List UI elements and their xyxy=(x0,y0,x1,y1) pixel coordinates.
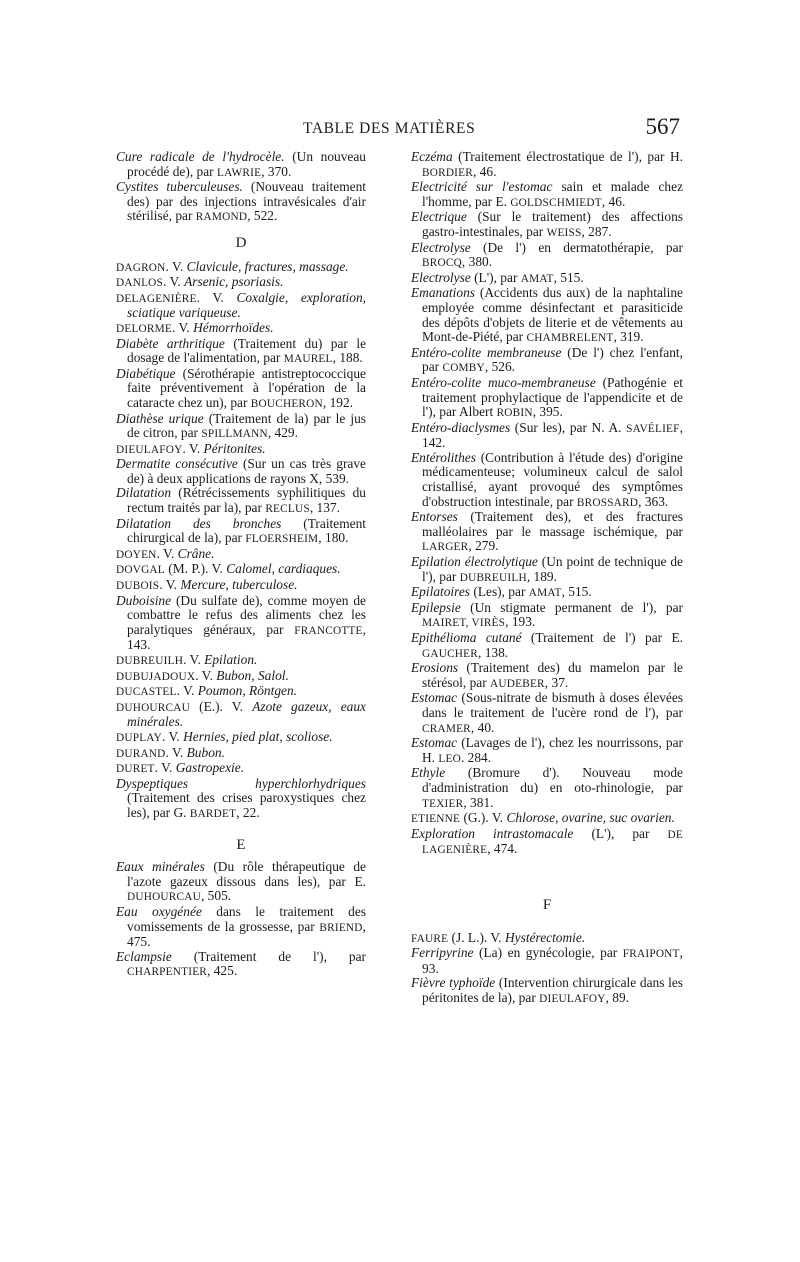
entry-term: Fièvre typhoïde xyxy=(411,975,496,991)
entry-author: DANLOS xyxy=(116,277,164,290)
entry-text: . V. xyxy=(156,545,178,561)
entry-author: DURAND xyxy=(116,747,166,760)
entry-author: DE LAGENIÈRE xyxy=(422,828,683,857)
index-entry xyxy=(116,860,366,905)
running-title: TABLE DES MATIÈRES xyxy=(303,120,476,137)
entry-author: TEXIER xyxy=(422,797,464,810)
entry-author: DOVGAL xyxy=(116,564,165,577)
index-entry xyxy=(411,451,683,510)
entry-text: (Rétrécissements syphilitiques du rectum traités par la), par xyxy=(127,485,366,516)
entry-author: DUBUJADOUX xyxy=(116,670,196,683)
entry-text: (Lavages de l'), chez les nourrissons, par H. xyxy=(422,735,683,765)
entry-text: . V. xyxy=(196,289,237,305)
index-entry xyxy=(116,777,366,822)
entry-author: FAURE xyxy=(411,932,449,945)
entry-page-ref: , 143. xyxy=(127,621,366,653)
entry-term: Electricité sur l'estomac xyxy=(411,179,553,195)
entry-author: DUHOURCAU xyxy=(127,891,201,904)
entry-text: . V. xyxy=(161,728,184,744)
entry-author: WEISS xyxy=(546,226,582,239)
entry-term: Estomac xyxy=(411,735,458,751)
entry-term: Mercure, tuberculose. xyxy=(180,577,298,593)
entry-text: (Sérothérapie antistreptococcique faite préventivement à l'opération de la cataracte chez un), par xyxy=(127,365,366,410)
index-entry xyxy=(116,578,366,594)
entry-term: Eau oxygénée xyxy=(116,903,202,919)
index-entry xyxy=(116,180,366,225)
entry-page-ref: , 188. xyxy=(332,350,363,366)
index-entry xyxy=(116,684,366,700)
entry-author: DUBREUILH xyxy=(459,571,527,584)
entry-term: Dermatite consécutive xyxy=(116,456,238,472)
section-letter: F xyxy=(542,896,552,913)
index-entry xyxy=(411,510,683,555)
entry-page-ref: , 142. xyxy=(422,419,683,451)
entry-author: BORDIER xyxy=(422,166,473,179)
index-entry xyxy=(116,669,366,685)
entry-term: Erosions xyxy=(411,660,459,676)
index-entry xyxy=(116,761,366,777)
entry-text: (L'), par xyxy=(470,269,521,285)
index-entry xyxy=(116,730,366,746)
entry-author: DOYEN xyxy=(116,548,157,561)
page-header xyxy=(116,114,686,144)
entry-term: Diathèse urique xyxy=(116,410,204,426)
entry-text: (De l') chez l'enfant, par xyxy=(422,344,684,375)
entry-term: Emanations xyxy=(411,285,475,301)
entry-page-ref: , 474. xyxy=(487,841,518,857)
index-entry xyxy=(116,547,366,563)
entry-term: Péritonites. xyxy=(203,440,266,456)
entry-term: Epithélioma cutané xyxy=(411,630,522,645)
entry-term: Cure radicale de l'hydrocèle. xyxy=(116,149,285,164)
entry-term: Eclampsie xyxy=(116,948,172,964)
entry-page-ref: , 192. xyxy=(322,394,354,410)
entry-author: FRAIPONT xyxy=(622,948,680,961)
entry-text: (Traitement du) par le dosage de l'alimentation, par xyxy=(127,335,367,366)
entry-author: MAIRET, VIRÈS xyxy=(422,617,506,630)
entry-term: Clavicule, fractures, massage. xyxy=(186,258,349,274)
index-entry xyxy=(411,271,683,287)
entry-page-ref: , 46. xyxy=(472,163,497,179)
entry-page-ref: , 515. xyxy=(561,584,592,600)
entry-page-ref: , 189. xyxy=(526,568,557,584)
index-entry xyxy=(411,931,683,947)
entry-author: BOUCHERON xyxy=(250,397,323,410)
section-letter: E xyxy=(236,836,246,853)
entry-text: (E.). V. xyxy=(189,698,253,714)
entry-text: (L'), par xyxy=(573,825,668,841)
entry-author: AMAT xyxy=(528,587,562,600)
index-entry xyxy=(411,376,683,421)
index-entry xyxy=(116,746,366,762)
index-entry xyxy=(411,631,683,661)
entry-author: GOLDSCHMIEDT xyxy=(510,196,602,209)
index-entry xyxy=(116,950,366,980)
entry-text: (Les), par xyxy=(470,584,529,600)
index-entry xyxy=(411,691,683,736)
left-column xyxy=(116,150,366,980)
index-entry xyxy=(411,210,683,240)
entry-text: (Traitement de l') par E. xyxy=(521,630,683,645)
index-entry xyxy=(411,180,683,210)
entry-term: Coxalgie, exploration, sciatique variqueuse. xyxy=(127,289,367,321)
entry-term: Epilation électrolytique xyxy=(411,554,538,570)
entry-page-ref: , 22. xyxy=(236,804,260,820)
index-entry xyxy=(411,766,683,811)
entry-author: DIEULAFOY xyxy=(116,443,183,456)
entry-term: Exploration intrastomacale xyxy=(411,825,574,841)
entry-text: (Sous-nitrate de bismuth à doses élevées dans le traitement de l'ucère rond de l'), par xyxy=(422,690,683,720)
entry-text: . V. xyxy=(172,319,194,335)
entry-page-ref: , 287. xyxy=(581,223,612,239)
entry-term: Ethyle xyxy=(411,765,446,781)
entry-page-ref: , 526. xyxy=(484,359,516,375)
index-entry xyxy=(116,150,366,180)
right-column xyxy=(411,150,683,1006)
entry-page-ref: , 37. xyxy=(544,674,569,690)
entry-author: ROBIN xyxy=(496,407,533,420)
entry-term: Eczéma xyxy=(411,149,453,164)
entry-page-ref: , 193. xyxy=(505,614,536,630)
entry-term: Diabétique xyxy=(116,365,176,381)
entry-term: Hystérectomie. xyxy=(505,929,586,945)
entry-author: FRANCOTTE xyxy=(294,624,363,637)
entry-term: Hémorrhoïdes. xyxy=(193,319,274,335)
entry-page-ref: , 138. xyxy=(478,644,509,660)
index-entry xyxy=(411,241,683,271)
index-entry xyxy=(116,321,366,337)
entry-author: CHARPENTIER xyxy=(127,966,208,979)
entry-term: Estomac xyxy=(411,690,458,706)
entry-text: (G.). V. xyxy=(460,810,507,826)
entry-term: Hernies, pied plat, scoliose. xyxy=(183,728,333,744)
entry-page-ref: , 93. xyxy=(422,945,683,976)
entry-text: (M. P.). V. xyxy=(164,561,227,577)
entry-text: (Un nouveau procédé de), par xyxy=(127,149,366,179)
section-letter: D xyxy=(235,234,247,251)
index-entry xyxy=(411,976,683,1006)
entry-text: . V. xyxy=(165,258,187,274)
entry-author: DUBREUILH xyxy=(116,655,184,667)
index-entry xyxy=(116,412,366,442)
page-number: 567 xyxy=(645,114,680,139)
index-entry xyxy=(411,736,683,766)
entry-text: (La) en gynécologie, par xyxy=(473,945,623,961)
entry-term: Chlorose, ovarine, suc ovarien. xyxy=(506,810,675,826)
entry-author: DELORME xyxy=(116,322,172,335)
index-entry xyxy=(411,585,683,601)
entry-author: SPILLMANN xyxy=(201,428,268,441)
entry-text: (Sur un cas très grave de) à deux applications de rayons X, 539. xyxy=(127,456,366,486)
entry-author: MAUREL xyxy=(283,353,333,366)
index-entry xyxy=(116,442,366,458)
index-entry xyxy=(116,337,366,367)
entry-term: Entéro-colite muco-membraneuse xyxy=(411,374,596,390)
index-entry xyxy=(411,946,683,976)
entry-text: (J. L.). V. xyxy=(448,929,505,945)
entry-term: Dilatation xyxy=(116,485,172,501)
entry-page-ref: , 505. xyxy=(200,888,232,904)
entry-page-ref: , 279. xyxy=(468,538,499,554)
entry-author: AUDEBER xyxy=(490,677,545,690)
entry-term: Bubon. xyxy=(186,744,225,760)
entry-author: DUBOIS xyxy=(116,580,160,593)
entry-term: Eaux minérales xyxy=(116,859,205,875)
index-entry xyxy=(411,286,683,345)
entry-page-ref: , 475. xyxy=(127,918,366,950)
entry-page-ref: , 40. xyxy=(470,719,495,735)
entry-term: Calomel, cardiaques. xyxy=(226,561,341,577)
index-entry xyxy=(116,517,366,547)
entry-author: BROSSARD xyxy=(576,496,639,509)
entry-author: GAUCHER xyxy=(422,647,479,660)
entry-text: (Contribution à l'étude des) d'origine médicamenteuse; volumineux calcul de salol cristallisé, ayant provoqué des symptômes d'obstruction intestinale, par xyxy=(422,449,683,509)
entry-author: DUCASTEL xyxy=(116,686,177,699)
entry-author: SAVÉLIEF xyxy=(626,422,680,435)
entry-term: Arsenic, psoriasis. xyxy=(184,274,284,290)
entry-term: Epilepsie xyxy=(411,599,461,615)
index-entry xyxy=(411,421,683,451)
index-entry xyxy=(411,811,683,827)
entry-author: AMAT xyxy=(520,272,554,285)
entry-term: Entéro-diaclysmes xyxy=(411,419,511,435)
entry-text: sain et malade chez l'homme, par E. xyxy=(422,179,684,209)
entry-text: (Bromure d'). Nouveau mode d'administration du) en oto-rhinologie, par xyxy=(422,765,683,795)
entry-text: dans le traitement des vomissements de la grossesse, par xyxy=(127,903,366,934)
entry-term: Poumon, Röntgen. xyxy=(197,683,298,699)
entry-page-ref: , 395. xyxy=(532,404,563,420)
entry-text: (Du rôle thérapeutique de l'azote gazeux dissous dans les), par E. xyxy=(127,859,366,889)
entry-author: BARDET xyxy=(189,807,237,820)
entry-author: RAMOND xyxy=(195,211,248,224)
entry-page-ref: , 46. xyxy=(601,193,626,209)
entry-term: Electrolyse xyxy=(411,239,471,255)
entry-text: . V. xyxy=(165,744,187,760)
entry-page-ref: , 363. xyxy=(638,493,669,509)
entry-text: (Sur le traitement) des affections gastro-intestinales, par xyxy=(422,209,683,239)
entry-text: (Nouveau traitement des) par des injections intravésicales d'air stérilisé, par xyxy=(127,179,366,224)
index-entry xyxy=(116,700,366,730)
entry-author: CRAMER xyxy=(422,722,471,735)
entry-term: Entérolithes xyxy=(411,449,476,465)
entry-term: Entorses xyxy=(411,509,458,525)
entry-author: ETIENNE xyxy=(411,813,461,826)
entry-author: DUPLAY xyxy=(116,731,162,744)
index-entry xyxy=(116,486,366,516)
entry-term: Azote gazeux, eaux minérales. xyxy=(127,698,366,730)
entry-text: (Du sulfate de), comme moyen de combattre le refus des aliments chez les paralytiques généraux, par xyxy=(127,592,366,637)
entry-text: (Traitement de l'), par xyxy=(171,948,366,964)
entry-term: Entéro-colite membraneuse xyxy=(411,344,562,360)
entry-text: (Intervention chirurgicale dans les péritonites de la), par xyxy=(422,975,683,1005)
entry-text: (Accidents dus aux) de la naphtaline employée comme désinfectant et parasiticide des dépôts d'objets de literie et de vêtements au Mont-de-Piété, par xyxy=(422,285,683,345)
index-entry xyxy=(411,827,683,858)
entry-text: . V. xyxy=(159,577,181,593)
entry-text: (Traitement de la) par le jus de citron, par xyxy=(127,410,366,441)
entry-text: . V. xyxy=(163,274,185,290)
index-entry xyxy=(116,275,366,291)
entry-text: (Un stigmate permanent de l'), par xyxy=(460,599,683,615)
entry-author: DURET xyxy=(116,763,155,776)
entry-author: DELAGENIÈRE xyxy=(116,292,197,305)
entry-text: (Traitement des crises paroxystiques chez les), par G. xyxy=(127,790,366,820)
entry-term: Gastropexie. xyxy=(175,760,245,776)
entry-page-ref: , 522. xyxy=(247,208,278,224)
index-entry xyxy=(116,457,366,486)
index-entry xyxy=(116,367,366,412)
entry-text: (Traitement chirurgical de la), par xyxy=(127,515,366,546)
entry-text: . V. xyxy=(154,760,176,776)
entry-text: (Sur les), par N. A. xyxy=(510,419,627,435)
entry-term: Ferripyrine xyxy=(411,945,474,961)
entry-author: LEO xyxy=(438,752,461,765)
entry-term: Cystites tuberculeuses. xyxy=(116,179,243,195)
entry-page-ref: , 429. xyxy=(267,425,298,441)
entry-author: BROCQ xyxy=(422,257,462,270)
entry-text: (Traitement des) du mamelon par le stérésol, par xyxy=(422,660,683,690)
entry-text: . V. xyxy=(183,652,205,667)
entry-text: (De l') en dermatothérapie, par xyxy=(470,239,683,255)
entry-term: Electrolyse xyxy=(411,269,471,285)
index-entry xyxy=(411,346,683,376)
entry-author: CHAMBRELENT xyxy=(526,332,614,345)
index-entry xyxy=(411,601,683,631)
entry-author: LAWRIE xyxy=(216,166,262,179)
entry-page-ref: , 381. xyxy=(463,794,494,810)
entry-author: LARGER xyxy=(422,541,469,554)
entry-author: BRIEND xyxy=(319,921,363,934)
index-entry xyxy=(411,661,683,691)
entry-page-ref: , 137. xyxy=(309,500,340,516)
index-entry xyxy=(116,594,366,653)
index-entry xyxy=(116,562,366,578)
entry-text: (Pathogénie et traitement prophylactique de l'appendicite et de l'), par Albert xyxy=(422,374,683,420)
entry-page-ref: , 425. xyxy=(207,963,238,979)
entry-term: Duboisine xyxy=(116,592,172,608)
entry-page-ref: , 89. xyxy=(605,989,629,1005)
entry-author: RECLUS xyxy=(265,503,310,516)
entry-page-ref: , 370. xyxy=(261,163,292,179)
index-entry xyxy=(411,150,683,180)
entry-author: DIEULAFOY xyxy=(539,992,606,1005)
entry-text: . V. xyxy=(195,667,217,683)
entry-term: Dilatation des bronches xyxy=(116,515,282,531)
index-entry xyxy=(116,653,366,669)
entry-page-ref: , 319. xyxy=(613,329,644,345)
index-entry xyxy=(411,555,683,585)
entry-term: Epilatoires xyxy=(411,584,471,600)
entry-page-ref: , 180. xyxy=(318,530,349,546)
entry-text: . V. xyxy=(176,683,198,699)
entry-term: Crâne. xyxy=(177,545,215,561)
entry-text: (Un point de technique de l'), par xyxy=(422,554,684,584)
entry-author: FLOERSHEIM xyxy=(245,533,319,546)
entry-author: DAGRON xyxy=(116,261,166,274)
entry-term: Dyspeptiques hyperchlorhydriques xyxy=(116,775,366,791)
entry-author: DUHOURCAU xyxy=(116,701,190,714)
entry-term: Diabète arthritique xyxy=(116,335,225,351)
entry-page-ref: . 284. xyxy=(460,749,492,765)
entry-term: Electrique xyxy=(411,209,467,225)
entry-page-ref: , 515. xyxy=(553,269,584,285)
index-entry xyxy=(116,291,366,321)
entry-author: COMBY xyxy=(442,362,485,375)
entry-page-ref: , 380. xyxy=(461,254,493,270)
index-entry xyxy=(116,260,366,276)
entry-term: Epilation. xyxy=(204,652,258,667)
entry-term: Bubon, Salol. xyxy=(216,667,289,683)
entry-text: (Traitement électrostatique de l'), par H. xyxy=(452,149,683,164)
entry-text: (Traitement des), et des fractures malléolaires par le massage ischémique, par xyxy=(422,509,683,539)
entry-text: . V. xyxy=(182,440,204,456)
index-entry xyxy=(116,905,366,950)
